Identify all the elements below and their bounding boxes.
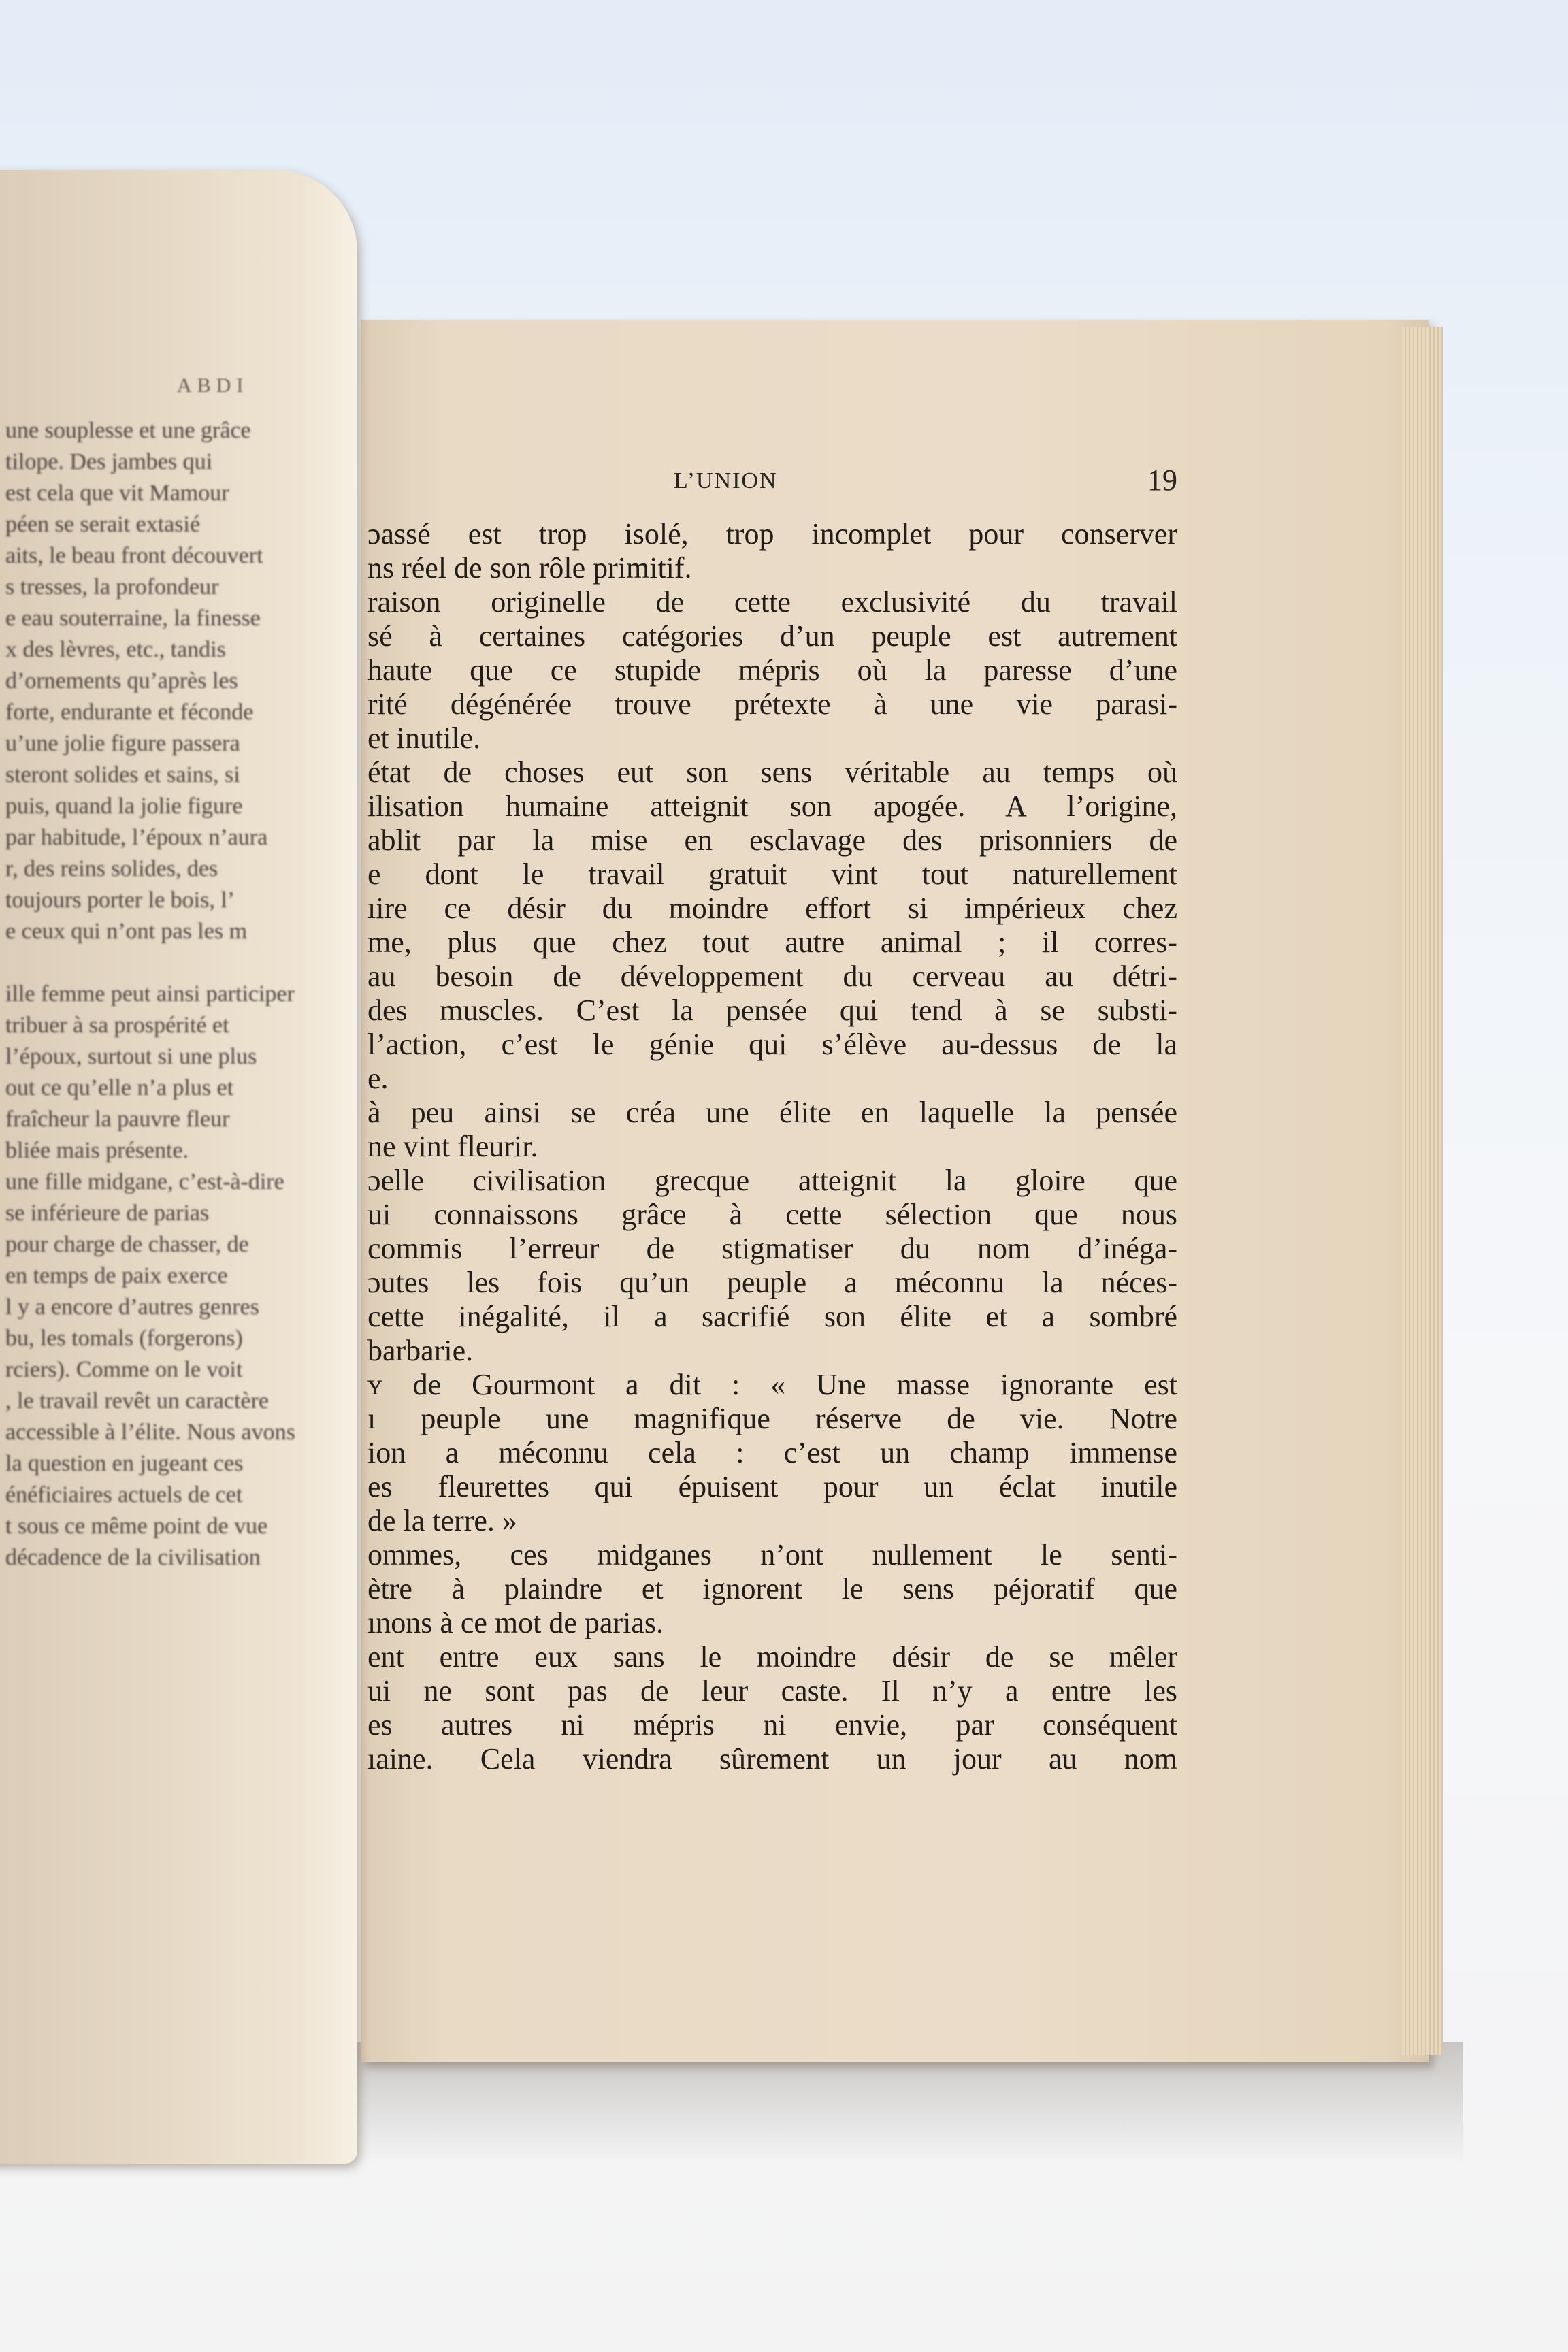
text-line: ommes, ces midganes n’ont nullement le senti-	[368, 1538, 1177, 1571]
left-text-line: , le travail revêt un caractère	[5, 1388, 269, 1414]
text-line: ɔutes les fois qu’un peuple a méconnu la néces-	[368, 1266, 1177, 1299]
text-line: es fleurettes qui épuisent pour un éclat inutile	[368, 1470, 1177, 1503]
page-body-text	[368, 517, 1177, 1776]
text-line: ui connaissons grâce à cette sélection que nous	[368, 1198, 1177, 1231]
right-page	[361, 320, 1429, 2062]
left-text-line: tilope. Des jambes qui	[5, 449, 213, 474]
text-line: ui ne sont pas de leur caste. Il n’y a entre les	[368, 1674, 1177, 1708]
left-text-line: u’une jolie figure passera	[5, 731, 240, 756]
text-line: ètre à plaindre et ignorent le sens péjoratif que	[368, 1572, 1177, 1605]
left-text-line: accessible à l’élite. Nous avons	[5, 1420, 295, 1445]
left-text-line: bliée mais présente.	[5, 1138, 189, 1163]
left-text-line: par habitude, l’époux n’aura	[5, 825, 268, 850]
text-line: l’action, c’est le génie qui s’élève au-dessus de la	[368, 1028, 1177, 1061]
text-line: cette inégalité, il a sacrifié son élite et a sombré	[368, 1300, 1177, 1333]
left-text-line: rciers). Comme on le voit	[5, 1357, 243, 1382]
text-line: ʏ de Gourmont a dit : « Une masse ignorante est	[368, 1368, 1177, 1401]
left-text-line: l y a encore d’autres genres	[5, 1294, 259, 1320]
text-line: des muscles. C’est la pensée qui tend à se substi-	[368, 994, 1177, 1027]
left-text-line: l’époux, surtout si une plus	[5, 1044, 257, 1069]
text-line: de la terre. »	[368, 1504, 517, 1537]
text-line: es autres ni mépris ni envie, par conséquent	[368, 1708, 1177, 1742]
text-line: ınons à ce mot de parias.	[368, 1606, 664, 1639]
text-line: ent entre eux sans le moindre désir de se mêler	[368, 1640, 1177, 1673]
text-line: ı peuple une magnifique réserve de vie. Notre	[368, 1402, 1177, 1435]
text-line: ilisation humaine atteignit son apogée. A l’origine,	[368, 789, 1177, 823]
left-text-line: une souplesse et une grâce	[5, 418, 251, 443]
text-line: me, plus que chez tout autre animal ; il corres-	[368, 926, 1177, 959]
text-line: ablit par la mise en esclavage des prisonniers de	[368, 823, 1177, 857]
text-line: rité dégénérée trouve prétexte à une vie parasi-	[368, 687, 1177, 721]
text-line: ne vint fleurir.	[368, 1130, 538, 1163]
left-text-line: toujours porter le bois, l’	[5, 887, 235, 913]
left-text-line: e eau souterraine, la finesse	[5, 606, 261, 631]
left-text-line: ille femme peut ainsi participer	[5, 981, 295, 1007]
left-text-line: péen se serait extasié	[5, 512, 201, 537]
text-line: barbarie.	[368, 1334, 474, 1367]
left-text-line: x des lèvres, etc., tandis	[5, 637, 226, 662]
left-text-line: e ceux qui n’ont pas les m	[5, 919, 248, 944]
text-line: sé à certaines catégories d’un peuple est autrement	[368, 619, 1177, 653]
left-text-line: steront solides et sains, si	[5, 762, 240, 787]
page-number: 19	[1147, 463, 1177, 497]
left-text-line: est cela que vit Mamour	[5, 480, 229, 506]
left-text-line: énéficiaires actuels de cet	[5, 1482, 243, 1507]
left-text-line: fraîcheur la pauvre fleur	[5, 1107, 230, 1132]
text-line: commis l’erreur de stigmatiser du nom d’inéga-	[368, 1232, 1177, 1265]
left-text-line: tribuer à sa prospérité et	[5, 1013, 229, 1038]
left-text-line: bu, les tomals (forgerons)	[5, 1326, 243, 1351]
left-text-line: se inférieure de parias	[5, 1200, 210, 1226]
page-header	[368, 463, 1177, 504]
left-text-line: forte, endurante et féconde	[5, 700, 254, 725]
text-line: et inutile.	[368, 721, 481, 755]
text-line: ɔassé est trop isolé, trop incomplet pour conserver	[368, 517, 1177, 551]
text-line: e dont le travail gratuit vint tout naturellement	[368, 858, 1177, 891]
left-text-line: pour charge de chasser, de	[5, 1232, 249, 1257]
left-text-line: en temps de paix exerce	[5, 1263, 228, 1288]
text-line: au besoin de développement du cerveau au détri-	[368, 960, 1177, 993]
page-edges	[1402, 327, 1443, 2055]
left-text-line: r, des reins solides, des	[5, 856, 218, 881]
left-text-line	[5, 947, 325, 979]
text-line: à peu ainsi se créa une élite en laquelle la pensée	[368, 1096, 1177, 1129]
left-text-line: out ce qu’elle n’a plus et	[5, 1075, 234, 1100]
text-line: ns réel de son rôle primitif.	[368, 551, 692, 585]
left-text-line: s tresses, la profondeur	[5, 574, 219, 600]
left-text-line: aits, le beau front découvert	[5, 543, 263, 568]
text-line: ion a méconnu cela : c’est un champ immense	[368, 1436, 1177, 1469]
left-running-title: ABDI	[177, 374, 249, 397]
text-line: raison originelle de cette exclusivité du travail	[368, 585, 1177, 619]
text-line: état de choses eut son sens véritable au temps où	[368, 755, 1177, 789]
text-line: ɔelle civilisation grecque atteignit la gloire que	[368, 1164, 1177, 1197]
running-title: L’UNION	[674, 468, 778, 493]
text-line: ıire ce désir du moindre effort si impérieux chez	[368, 892, 1177, 925]
left-text-line: décadence de la civilisation	[5, 1545, 261, 1570]
left-text-line: la question en jugeant ces	[5, 1451, 244, 1476]
left-text-line: une fille midgane, c’est-à-dire	[5, 1169, 284, 1194]
left-text-line: d’ornements qu’après les	[5, 668, 238, 693]
text-line: ıaine. Cela viendra sûrement un jour au nom	[368, 1742, 1177, 1776]
left-text-line: puis, quand la jolie figure	[5, 794, 243, 819]
left-page-body-text	[5, 415, 325, 1573]
left-page	[0, 170, 357, 2164]
left-text-line: t sous ce même point de vue	[5, 1514, 268, 1539]
text-line: e.	[368, 1062, 389, 1095]
text-line: haute que ce stupide mépris où la paresse d’une	[368, 653, 1177, 687]
